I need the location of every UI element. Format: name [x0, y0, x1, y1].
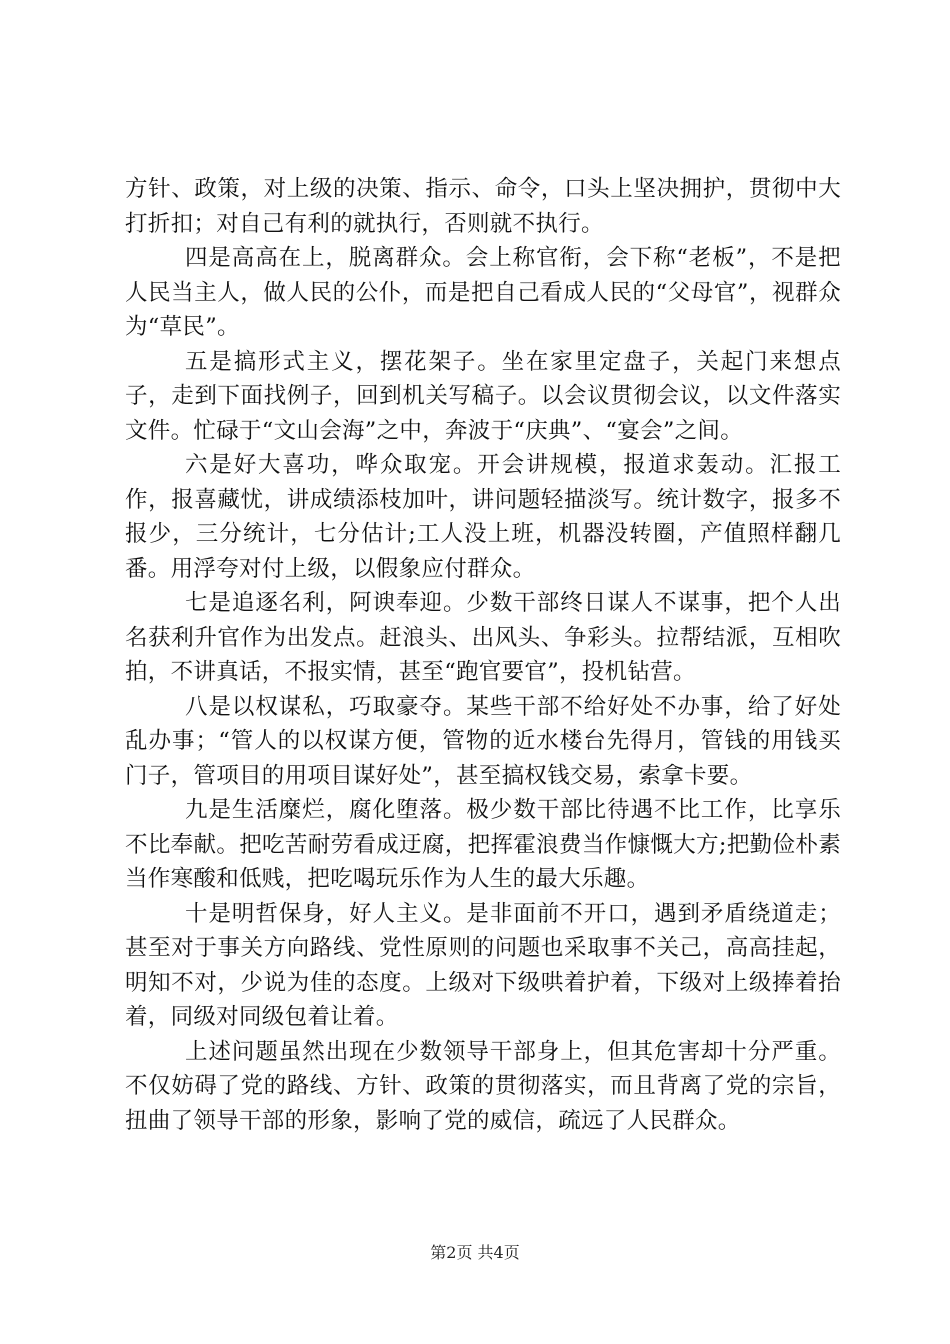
- paragraph-point-seven: 七是追逐名利，阿谀奉迎。少数干部终日谋人不谋事，把个人出名获利升官作为出发点。赶浪头、出风头、争彩头。拉帮结派，互相吹拍，不讲真话，不报实情，甚至“跑官要官”，投机钻营。: [125, 590, 841, 685]
- paragraph-summary: 上述问题虽然出现在少数领导干部身上，但其危害却十分严重。不仅妨碍了党的路线、方针、政策的贯彻落实，而且背离了党的宗旨，扭曲了领导干部的形象，影响了党的威信，疏远了人民群众。: [125, 1038, 841, 1134]
- paragraph-point-four: 四是高高在上，脱离群众。会上称官衔，会下称“老板”，不是把人民当主人，做人民的公仆，而是把自己看成人民的“父母官”，视群众为“草民”。: [125, 245, 841, 340]
- paragraph-point-eight: 八是以权谋私，巧取豪夺。某些干部不给好处不办事，给了好处乱办事；“管人的以权谋方便，管物的近水楼台先得月，管钱的用钱买门子，管项目的用项目谋好处”，甚至搞权钱交易，索拿卡要。: [125, 693, 841, 789]
- paragraph-point-six: 六是好大喜功，哗众取宠。开会讲规模，报道求轰动。汇报工作，报喜藏忧，讲成绩添枝加叶，讲问题轻描淡写。统计数字，报多不报少，三分统计，七分估计;工人没上班，机器没转圈，产值照样翻几番。用浮夸对付上级，以假象应付群众。: [125, 452, 841, 582]
- document-body: [125, 172, 841, 1138]
- paragraph-point-ten: 十是明哲保身，好人主义。是非面前不开口，遇到矛盾绕道走；甚至对于事关方向路线、党性原则的问题也采取事不关己，高高挂起，明知不对，少说为佳的态度。上级对下级哄着护着，下级对上级捧着抬着，同级对同级包着让着。: [125, 900, 841, 1030]
- paragraph-continuation: 方针、政策，对上级的决策、指示、命令，口头上坚决拥护，贯彻中大打折扣；对自己有利的就执行，否则就不执行。: [125, 176, 841, 237]
- paragraph-point-nine: 九是生活糜烂，腐化堕落。极少数干部比待遇不比工作，比享乐不比奉献。把吃苦耐劳看成迂腐，把挥霍浪费当作慷慨大方;把勤俭朴素当作寒酸和低贱，把吃喝玩乐作为人生的最大乐趣。: [125, 797, 841, 892]
- page-number-footer: 第2页 共4页: [430, 1243, 520, 1262]
- paragraph-point-five: 五是搞形式主义，摆花架子。坐在家里定盘子，关起门来想点子，走到下面找例子，回到机关写稿子。以会议贯彻会议，以文件落实文件。忙碌于“文山会海”之中，奔波于“庆典”、“宴会”之间。: [125, 348, 841, 444]
